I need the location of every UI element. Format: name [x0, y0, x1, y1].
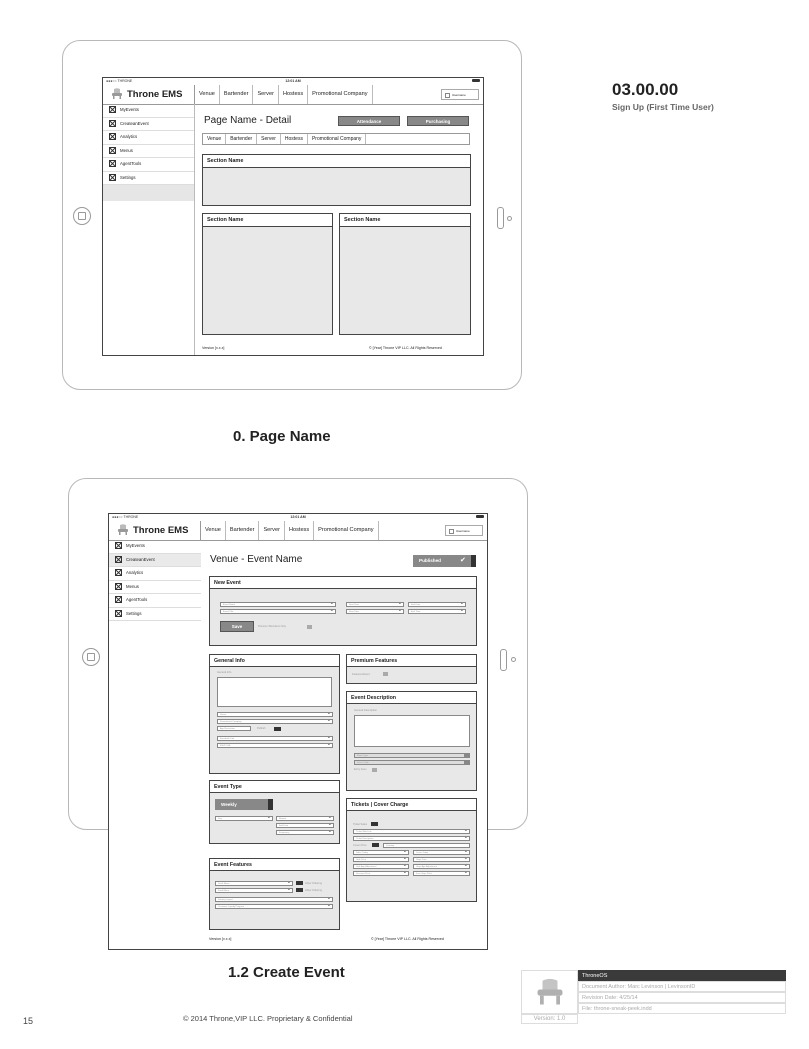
nav-server[interactable]: Server: [259, 521, 284, 540]
battery-icon: [472, 79, 480, 82]
section-heading: Section Name: [203, 214, 332, 227]
featured-event-checkbox[interactable]: [383, 672, 388, 676]
placeholder-icon: [115, 542, 122, 549]
event-features-heading: Event Features: [210, 859, 339, 871]
customer-loyalty-select[interactable]: Customer Loyalty Program ⌄: [215, 904, 333, 909]
guys-age-adjustment-select[interactable]: Guys Age Adjustment ⌄: [413, 864, 470, 869]
general-info-heading: General Info: [210, 655, 339, 667]
info-author: Document Author: Marc Levinson | LevinsonID: [578, 981, 786, 992]
facebook-link-select[interactable]: Facebook Link ⌄: [217, 736, 333, 741]
side-switch-icon: [500, 649, 507, 671]
version-label: Version [x.x.x]: [209, 937, 232, 941]
nav-bartender[interactable]: Bartender: [226, 521, 260, 540]
nav-promotional-company[interactable]: Promotional Company: [314, 521, 378, 540]
weekly-toggle[interactable]: Weekly: [215, 799, 273, 810]
top-bar: [109, 521, 487, 541]
event-type-heading: Event Type: [210, 781, 339, 793]
nav-hostess[interactable]: Hostess: [285, 521, 314, 540]
user-menu[interactable]: [441, 89, 479, 100]
general-info-textarea[interactable]: [217, 677, 332, 707]
tickets-heading: Tickets | Cover Charge: [347, 799, 476, 811]
placeholder-icon: [115, 583, 122, 590]
subnav-hostess[interactable]: Hostess: [281, 134, 308, 144]
copyright-footer: © 2014 Throne,VIP LLC. Proprietary & Confidential: [183, 1014, 353, 1023]
girls-price-select[interactable]: Girls Price ⌄: [353, 857, 409, 862]
document-section-header: [612, 80, 714, 112]
music-type-select[interactable]: Music Type: [354, 753, 470, 758]
section-panel-left: [202, 213, 333, 335]
sidebar-item-agent-tools[interactable]: AgentTools: [103, 158, 194, 172]
food-menu-select[interactable]: Food Menu ⌄: [215, 888, 293, 893]
section-title: Sign Up (First Time User): [612, 102, 714, 112]
camera-icon: [511, 657, 516, 662]
top-bar: [103, 85, 483, 105]
nav-promotional-company[interactable]: Promotional Company: [308, 85, 372, 104]
page-number: 15: [23, 1016, 34, 1026]
content-area: [201, 540, 487, 949]
featured-event-label: Featured Event: [352, 673, 370, 676]
rights-label: © [Year] Throne VIP LLC. All Rights Reserved: [371, 937, 444, 941]
start-time-select[interactable]: Start Time ⌄: [346, 609, 404, 614]
ticket-sales-toggle[interactable]: [371, 822, 378, 826]
sidebar-item-settings[interactable]: Settings: [109, 608, 201, 622]
frequency-select[interactable]: Frequency ⌄: [276, 830, 334, 835]
event-name-select[interactable]: Event Name ⌄: [220, 602, 336, 607]
event-description-heading: Event Description: [347, 692, 476, 704]
brand-name: Throne EMS: [127, 89, 183, 100]
start-date-select[interactable]: Start Date ⌄: [346, 602, 404, 607]
status-time: 12:01 AM: [290, 515, 306, 519]
free-guys-price-select[interactable]: Free Guys Price ⌄: [413, 871, 470, 876]
placeholder-icon: [109, 120, 116, 127]
end-time-select[interactable]: End Time ⌄: [408, 609, 466, 614]
guys-price-select[interactable]: Guys Price ⌄: [413, 857, 470, 862]
placeholder-icon: [115, 569, 122, 576]
sidebar-item-analytics[interactable]: Analytics: [103, 131, 194, 145]
screen-page-name: [102, 77, 484, 356]
brand-name: Throne EMS: [133, 525, 189, 536]
sales-today-select[interactable]: Sales Today ⌄: [353, 850, 409, 855]
subnav-server[interactable]: Server: [257, 134, 281, 144]
venue-select[interactable]: Venue ⌄: [217, 712, 333, 717]
info-revision: Revision Date: 4/25/14: [578, 992, 786, 1003]
side-switch-icon: [497, 207, 504, 229]
username: Username: [452, 93, 466, 97]
status-carrier: ●●●○○ THRONE: [112, 515, 139, 519]
screen-create-event: [108, 513, 488, 950]
info-file: File: throne-sneak-peek.indd: [578, 1003, 786, 1014]
drink-menu-select[interactable]: Drink Menu ⌄: [215, 881, 293, 886]
nav-venue[interactable]: Venue: [195, 85, 220, 104]
sidebar-item-my-events[interactable]: MyEvents: [103, 104, 194, 118]
section-heading: Section Name: [340, 214, 470, 227]
placeholder-icon: [109, 174, 116, 181]
placeholder-icon: [115, 596, 122, 603]
sidebar-item-create-event[interactable]: CreateanEvent: [109, 554, 201, 568]
cover-price-toggle[interactable]: [372, 843, 379, 847]
throne-logo-icon: [535, 977, 565, 1007]
general-info-panel: [209, 654, 340, 774]
nav-venue[interactable]: Venue: [201, 521, 226, 540]
premium-only-label: Premium Members Only: [258, 625, 286, 628]
placeholder-icon: [109, 133, 116, 140]
subnav-promotional-company[interactable]: Promotional Company: [308, 134, 366, 144]
sidebar-item-my-events[interactable]: MyEvents: [109, 540, 201, 554]
publish-label: Publish: [257, 727, 266, 730]
quantity-input[interactable]: Quantity: [383, 843, 470, 848]
food-ordering-toggle[interactable]: [296, 888, 303, 892]
section-heading: Section Name: [203, 155, 470, 168]
ticket-description-select[interactable]: Ticket Description ⌄: [353, 836, 470, 841]
top-nav: [201, 521, 379, 540]
event-features-panel: [209, 858, 340, 930]
status-carrier: ●●●○○ THRONE: [106, 79, 133, 83]
version-info: Version: 1.0: [521, 1014, 578, 1024]
new-event-heading: New Event: [210, 577, 476, 589]
cover-price-label: Cover Price: [353, 844, 367, 847]
end-date-select[interactable]: End Date ⌄: [276, 823, 334, 828]
rsvp-url-select[interactable]: RSVP URL ⌄: [217, 743, 333, 748]
new-event-panel: [209, 576, 477, 646]
username: Username: [456, 529, 470, 533]
tickets-panel: [346, 798, 477, 902]
throne-logo-icon: [117, 524, 129, 536]
brand[interactable]: [109, 521, 201, 540]
rights-label: © [Year] Throne VIP LLC. All Rights Reserved: [369, 346, 442, 350]
cover-today-select[interactable]: Cover Today ⌄: [413, 850, 470, 855]
nav-hostess[interactable]: Hostess: [279, 85, 308, 104]
purchasing-button[interactable]: Purchasing: [407, 116, 469, 126]
throne-logo-icon: [111, 88, 123, 100]
save-button[interactable]: Save: [220, 621, 254, 632]
promotional-company-select[interactable]: Promotional Company ⌄: [217, 719, 333, 724]
camera-icon: [507, 216, 512, 221]
placeholder-icon: [109, 160, 116, 167]
attendance-button[interactable]: Attendance: [338, 116, 400, 126]
document-info-box: [521, 970, 786, 1024]
top-nav: [195, 85, 373, 104]
sidebar-item-settings[interactable]: Settings: [103, 172, 194, 186]
home-button-icon: [73, 207, 91, 225]
event-title-select[interactable]: Event Title ⌄: [220, 609, 336, 614]
section-panel-top: [202, 154, 471, 206]
sidebar-item-agent-tools[interactable]: AgentTools: [109, 594, 201, 608]
nav-bartender[interactable]: Bartender: [220, 85, 254, 104]
sidebar-item-analytics[interactable]: Analytics: [109, 567, 201, 581]
girls-age-adjustment-select[interactable]: Girls Age Adjustment ⌄: [353, 864, 409, 869]
version-label: Version [x.x.x]: [202, 346, 225, 350]
user-icon: [445, 93, 450, 98]
placeholder-icon: [115, 610, 122, 617]
throne-logo: [521, 970, 578, 1014]
general-description-label: General Description: [354, 709, 377, 712]
entry-fees-checkbox[interactable]: [372, 768, 377, 772]
caption-create-event: 1.2 Create Event: [228, 964, 345, 981]
drink-ordering-toggle[interactable]: [296, 881, 303, 885]
ticket-sales-label: Ticket Sales: [353, 823, 368, 826]
page-title: Page Name - Detail: [204, 115, 292, 126]
age-restriction-input[interactable]: Age Restriction: [217, 726, 251, 731]
home-button-icon: [82, 648, 100, 666]
battery-icon: [476, 515, 484, 518]
sidebar: [109, 540, 201, 949]
allow-ordering-label: Allow Ordering: [305, 889, 323, 892]
nav-server[interactable]: Server: [253, 85, 278, 104]
placeholder-icon: [109, 147, 116, 154]
caption-page-name: 0. Page Name: [233, 428, 331, 445]
section-panel-right: [339, 213, 471, 335]
premium-only-checkbox[interactable]: [307, 625, 312, 629]
published-toggle[interactable]: Published: [413, 555, 476, 567]
subnav-venue[interactable]: Venue: [203, 134, 226, 144]
sidebar-item-create-event[interactable]: CreateanEvent: [103, 118, 194, 132]
allow-ordering-label: Allow Ordering: [305, 882, 323, 885]
seating-layout-select[interactable]: Seating Layout ⌄: [215, 897, 333, 902]
sidebar: [103, 104, 195, 355]
page-title: Venue - Event Name: [210, 554, 303, 565]
end-date-select[interactable]: End Date ⌄: [408, 602, 466, 607]
entry-fees-label: Entry Fees: [354, 768, 367, 771]
general-info-label: General Info: [217, 671, 232, 674]
section-number: 03.00.00: [612, 80, 679, 99]
subnav-bartender[interactable]: Bartender: [226, 134, 257, 144]
dress-code-select[interactable]: Dress Code: [354, 760, 470, 765]
status-time: 12:01 AM: [285, 79, 301, 83]
sidebar-spacer: [103, 185, 194, 201]
sub-nav: [202, 133, 470, 145]
checkmark-icon: ✔: [460, 557, 466, 564]
content-area: [195, 104, 483, 355]
premium-features-panel: [346, 654, 477, 684]
premium-features-heading: Premium Features: [347, 655, 476, 667]
placeholder-icon: [109, 106, 116, 113]
user-menu[interactable]: [445, 525, 483, 536]
day-select[interactable]: Day ⌄: [215, 816, 273, 821]
brand[interactable]: [103, 85, 195, 104]
repeat-select[interactable]: Repeat ⌄: [276, 816, 334, 821]
user-icon: [449, 529, 454, 534]
discount-price-select[interactable]: Discount Price ⌄: [353, 871, 409, 876]
event-description-panel: [346, 691, 477, 791]
sidebar-item-menus[interactable]: Menus: [109, 581, 201, 595]
general-description-textarea[interactable]: [354, 715, 470, 747]
sidebar-item-menus[interactable]: Menus: [103, 145, 194, 159]
publish-toggle[interactable]: [274, 727, 281, 731]
placeholder-icon: [115, 556, 122, 563]
info-title: ThroneOS: [578, 970, 786, 981]
event-type-panel: [209, 780, 340, 844]
ticket-web-link-select[interactable]: Ticket Web Link ⌄: [353, 829, 470, 834]
